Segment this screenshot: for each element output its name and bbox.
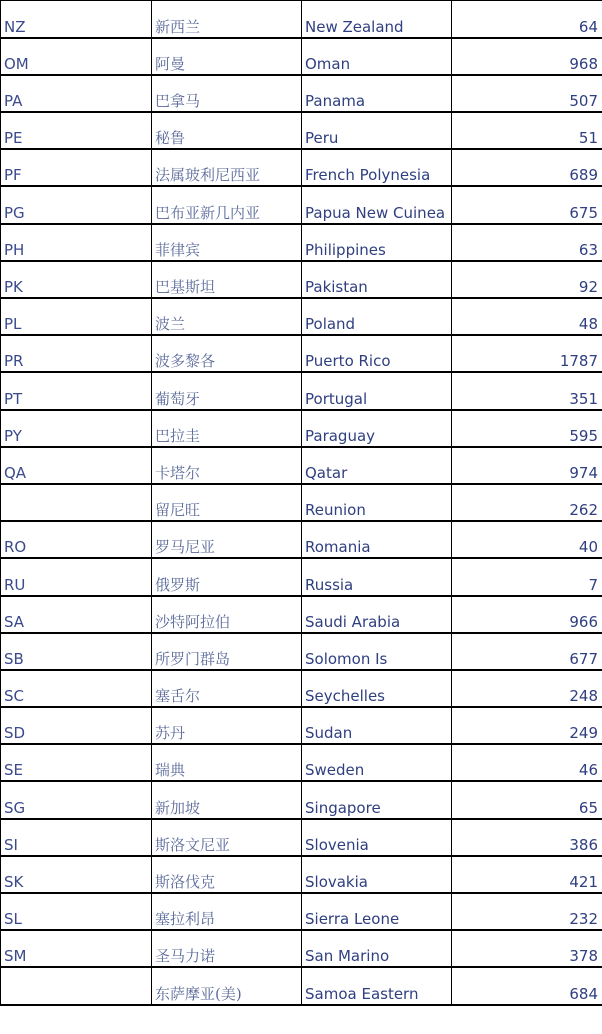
dial-code-cell: 248	[452, 670, 602, 707]
chinese-name-cell: 波多黎各	[152, 335, 302, 372]
chinese-name-cell: 罗马尼亚	[152, 521, 302, 558]
english-name-cell: Romania	[302, 521, 452, 558]
table-row	[1, 558, 602, 595]
english-name-cell: Slovakia	[302, 856, 452, 893]
table-row	[1, 707, 602, 744]
table-row	[1, 75, 602, 112]
dial-code-cell: 40	[452, 521, 602, 558]
country-code-cell: PL	[1, 298, 152, 335]
country-code-cell: SA	[1, 596, 152, 633]
dial-code-cell: 507	[452, 75, 602, 112]
chinese-name-cell: 新西兰	[152, 1, 302, 38]
english-name-cell: Poland	[302, 298, 452, 335]
dial-code-cell: 675	[452, 186, 602, 223]
table-row	[1, 261, 602, 298]
table-row	[1, 149, 602, 186]
english-name-cell: Sweden	[302, 744, 452, 781]
country-code-cell: RO	[1, 521, 152, 558]
country-code-cell	[1, 484, 152, 521]
dial-code-cell: 63	[452, 224, 602, 261]
english-name-cell: Russia	[302, 558, 452, 595]
table-row	[1, 38, 602, 75]
dial-code-cell: 421	[452, 856, 602, 893]
english-name-cell: Slovenia	[302, 819, 452, 856]
chinese-name-cell: 卡塔尔	[152, 447, 302, 484]
country-code-cell: PH	[1, 224, 152, 261]
dial-code-cell: 595	[452, 410, 602, 447]
country-code-cell: PT	[1, 372, 152, 409]
dial-code-cell: 677	[452, 633, 602, 670]
english-name-cell: Qatar	[302, 447, 452, 484]
english-name-cell: Solomon Is	[302, 633, 452, 670]
dial-code-cell: 92	[452, 261, 602, 298]
dial-code-cell: 386	[452, 819, 602, 856]
chinese-name-cell: 圣马力诺	[152, 930, 302, 967]
table-row	[1, 298, 602, 335]
country-code-cell: SD	[1, 707, 152, 744]
table-row	[1, 967, 602, 1004]
table-row	[1, 521, 602, 558]
table-row	[1, 335, 602, 372]
english-name-cell: Paraguay	[302, 410, 452, 447]
country-code-cell: SL	[1, 893, 152, 930]
table-row	[1, 856, 602, 893]
english-name-cell: Puerto Rico	[302, 335, 452, 372]
dial-code-cell: 48	[452, 298, 602, 335]
country-code-cell: SK	[1, 856, 152, 893]
dial-code-cell: 351	[452, 372, 602, 409]
country-code-cell: SI	[1, 819, 152, 856]
chinese-name-cell: 俄罗斯	[152, 558, 302, 595]
chinese-name-cell: 塞拉利昂	[152, 893, 302, 930]
english-name-cell: Philippines	[302, 224, 452, 261]
country-code-cell: RU	[1, 558, 152, 595]
english-name-cell: Samoa Eastern	[302, 967, 452, 1004]
english-name-cell: Saudi Arabia	[302, 596, 452, 633]
chinese-name-cell: 苏丹	[152, 707, 302, 744]
country-code-cell: PY	[1, 410, 152, 447]
chinese-name-cell: 巴拿马	[152, 75, 302, 112]
dial-code-cell: 684	[452, 967, 602, 1004]
chinese-name-cell: 所罗门群岛	[152, 633, 302, 670]
english-name-cell: French Polynesia	[302, 149, 452, 186]
chinese-name-cell: 巴拉圭	[152, 410, 302, 447]
chinese-name-cell: 波兰	[152, 298, 302, 335]
table-row	[1, 224, 602, 261]
chinese-name-cell: 巴布亚新几内亚	[152, 186, 302, 223]
chinese-name-cell: 阿曼	[152, 38, 302, 75]
country-code-cell: PK	[1, 261, 152, 298]
chinese-name-cell: 瑞典	[152, 744, 302, 781]
dial-code-cell: 262	[452, 484, 602, 521]
chinese-name-cell: 巴基斯坦	[152, 261, 302, 298]
country-code-cell: SG	[1, 781, 152, 818]
table-row	[1, 447, 602, 484]
country-code-cell: SM	[1, 930, 152, 967]
dial-code-cell: 65	[452, 781, 602, 818]
country-code-cell: PR	[1, 335, 152, 372]
dial-code-cell: 966	[452, 596, 602, 633]
table-row	[1, 670, 602, 707]
dial-code-cell: 51	[452, 112, 602, 149]
country-code-cell: PG	[1, 186, 152, 223]
chinese-name-cell: 菲律宾	[152, 224, 302, 261]
dial-code-cell: 249	[452, 707, 602, 744]
english-name-cell: San Marino	[302, 930, 452, 967]
chinese-name-cell: 法属玻利尼西亚	[152, 149, 302, 186]
country-code-cell: SE	[1, 744, 152, 781]
table-row	[1, 781, 602, 818]
english-name-cell: Singapore	[302, 781, 452, 818]
english-name-cell: Peru	[302, 112, 452, 149]
country-code-cell: PA	[1, 75, 152, 112]
dial-code-cell: 64	[452, 1, 602, 38]
table-row	[1, 186, 602, 223]
chinese-name-cell: 秘鲁	[152, 112, 302, 149]
english-name-cell: Sierra Leone	[302, 893, 452, 930]
dial-code-cell: 689	[452, 149, 602, 186]
chinese-name-cell: 塞舌尔	[152, 670, 302, 707]
table-row	[1, 410, 602, 447]
dial-code-cell: 378	[452, 930, 602, 967]
dial-code-cell: 1787	[452, 335, 602, 372]
table-row	[1, 1, 602, 38]
english-name-cell: Seychelles	[302, 670, 452, 707]
english-name-cell: Reunion	[302, 484, 452, 521]
chinese-name-cell: 斯洛伐克	[152, 856, 302, 893]
table-row	[1, 484, 602, 521]
dial-code-cell: 46	[452, 744, 602, 781]
country-code-cell: PE	[1, 112, 152, 149]
chinese-name-cell: 留尼旺	[152, 484, 302, 521]
table-body	[1, 1, 602, 1005]
country-code-cell: NZ	[1, 1, 152, 38]
chinese-name-cell: 斯洛文尼亚	[152, 819, 302, 856]
table-row	[1, 596, 602, 633]
table-row	[1, 633, 602, 670]
country-code-cell: QA	[1, 447, 152, 484]
table-row	[1, 893, 602, 930]
country-code-cell: SC	[1, 670, 152, 707]
table-row	[1, 930, 602, 967]
table-row	[1, 819, 602, 856]
english-name-cell: Portugal	[302, 372, 452, 409]
chinese-name-cell: 沙特阿拉伯	[152, 596, 302, 633]
dial-code-cell: 968	[452, 38, 602, 75]
english-name-cell: Oman	[302, 38, 452, 75]
english-name-cell: Pakistan	[302, 261, 452, 298]
english-name-cell: Panama	[302, 75, 452, 112]
table-row	[1, 372, 602, 409]
table-row	[1, 744, 602, 781]
dial-code-cell: 232	[452, 893, 602, 930]
country-code-cell: SB	[1, 633, 152, 670]
dial-code-cell: 974	[452, 447, 602, 484]
chinese-name-cell: 新加坡	[152, 781, 302, 818]
dial-code-cell: 7	[452, 558, 602, 595]
english-name-cell: Papua New Cuinea	[302, 186, 452, 223]
chinese-name-cell: 东萨摩亚(美)	[152, 967, 302, 1004]
english-name-cell: Sudan	[302, 707, 452, 744]
table-row	[1, 112, 602, 149]
country-code-cell: PF	[1, 149, 152, 186]
english-name-cell: New Zealand	[302, 1, 452, 38]
chinese-name-cell: 葡萄牙	[152, 372, 302, 409]
country-code-cell	[1, 967, 152, 1004]
country-code-cell: OM	[1, 38, 152, 75]
